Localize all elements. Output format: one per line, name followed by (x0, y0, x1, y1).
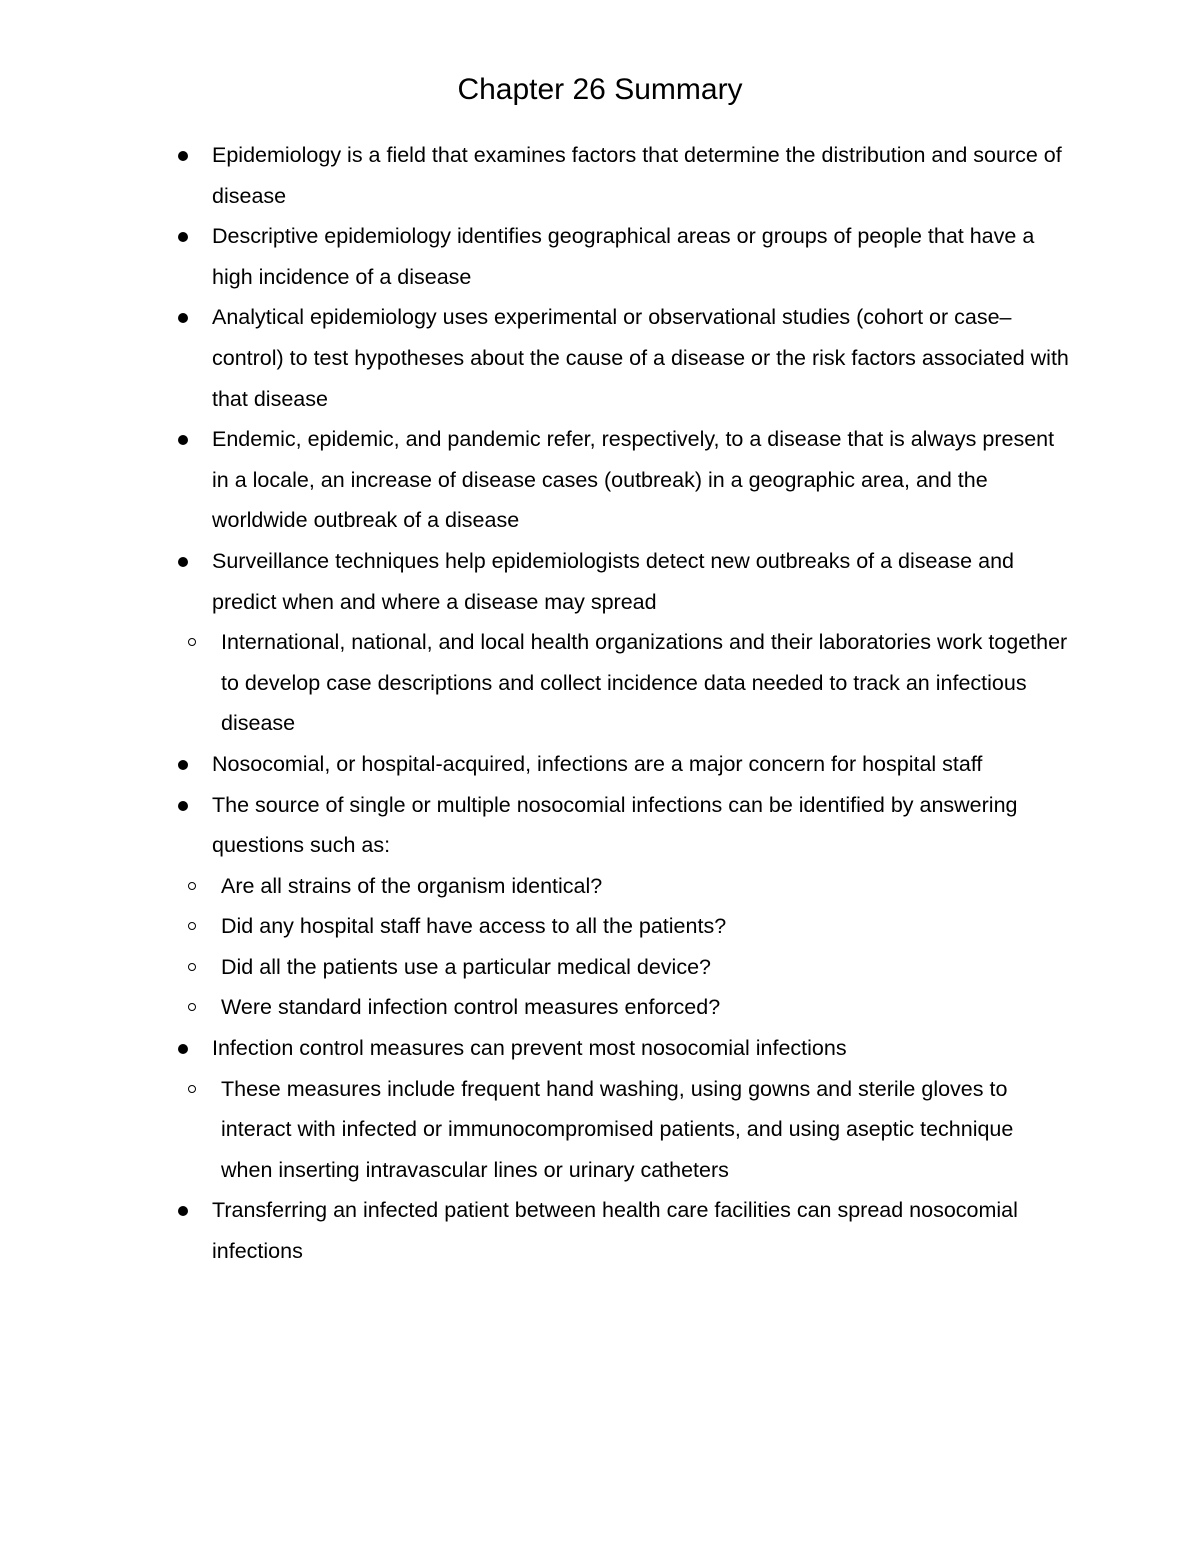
sublist-item (150, 906, 1070, 947)
sublist-item-text: Are all strains of the organism identical? (221, 873, 603, 898)
list-item (150, 1190, 1070, 1271)
bullet-icon (178, 1206, 188, 1216)
bullet-icon (178, 232, 188, 242)
list-item-text: Epidemiology is a field that examines factors that determine the distribution and source of disease (212, 143, 1062, 208)
sublist (150, 1069, 1070, 1191)
sublist-item-text: Did any hospital staff have access to all the patients? (221, 914, 727, 939)
list-item-text: Analytical epidemiology uses experimental or observational studies (cohort or case–control) to test hypotheses about the cause of a disease or the risk factors associated with that disease (212, 305, 1069, 411)
sublist-item (150, 622, 1070, 744)
nested-list-container (150, 1069, 1070, 1191)
list-item (150, 135, 1070, 216)
nested-list-container (150, 866, 1070, 1028)
list-item (150, 419, 1070, 541)
list-item-text: Surveillance techniques help epidemiologists detect new outbreaks of a disease and predict when and where a disease may spread (212, 548, 1014, 614)
list-item-text: Infection control measures can prevent most nosocomial infections (212, 1036, 847, 1061)
nested-list-container (150, 622, 1070, 744)
sublist-item (150, 947, 1070, 988)
list-item-text: Nosocomial, or hospital-acquired, infections are a major concern for hospital staff (212, 751, 983, 776)
list-item-text: The source of single or multiple nosocomial infections can be identified by answering questions such as: (212, 792, 1018, 858)
bullet-icon (178, 313, 188, 323)
hollow-bullet-icon (188, 1085, 196, 1093)
sublist (150, 866, 1070, 1028)
list-item (150, 297, 1070, 419)
list-item (150, 216, 1070, 297)
bullet-icon (178, 1044, 188, 1054)
sublist-item (150, 866, 1070, 907)
list-item (150, 744, 1070, 785)
summary-list (150, 135, 1070, 1272)
hollow-bullet-icon (188, 882, 196, 890)
list-item (150, 785, 1070, 866)
bullet-icon (178, 151, 188, 161)
page-title: Chapter 26 Summary (457, 73, 743, 106)
hollow-bullet-icon (188, 638, 196, 646)
bullet-icon (178, 801, 188, 811)
sublist-item-text: International, national, and local health organizations and their laboratories work together to develop case descriptions and collect incidence data needed to track an infectious disease (221, 630, 1068, 736)
list-item-text: Transferring an infected patient between health care facilities can spread nosocomial infections (212, 1198, 1018, 1264)
hollow-bullet-icon (188, 963, 196, 971)
list-item-text: Descriptive epidemiology identifies geographical areas or groups of people that have a high incidence of a disease (212, 224, 1035, 289)
sublist-item-text: Did all the patients use a particular medical device? (221, 954, 711, 979)
list-item-text: Endemic, epidemic, and pandemic refer, respectively, to a disease that is always present in a locale, an increase of disease cases (outbreak) in a geographic area, and the worldwide outbreak of a disease (212, 427, 1055, 533)
sublist-item-text: Were standard infection control measures enforced? (221, 995, 721, 1020)
sublist-item-text: These measures include frequent hand washing, using gowns and sterile gloves to interact with infected or immunocompromised patients, and using aseptic technique when inserting intravascular lines or urinary catheters (221, 1076, 1014, 1182)
list-item (150, 1028, 1070, 1069)
bullet-icon (178, 435, 188, 445)
hollow-bullet-icon (188, 1003, 196, 1011)
sublist (150, 622, 1070, 744)
sublist-item (150, 1069, 1070, 1191)
hollow-bullet-icon (188, 922, 196, 930)
bullet-icon (178, 760, 188, 770)
bullet-icon (178, 557, 188, 567)
sublist-item (150, 987, 1070, 1028)
list-item (150, 541, 1070, 622)
